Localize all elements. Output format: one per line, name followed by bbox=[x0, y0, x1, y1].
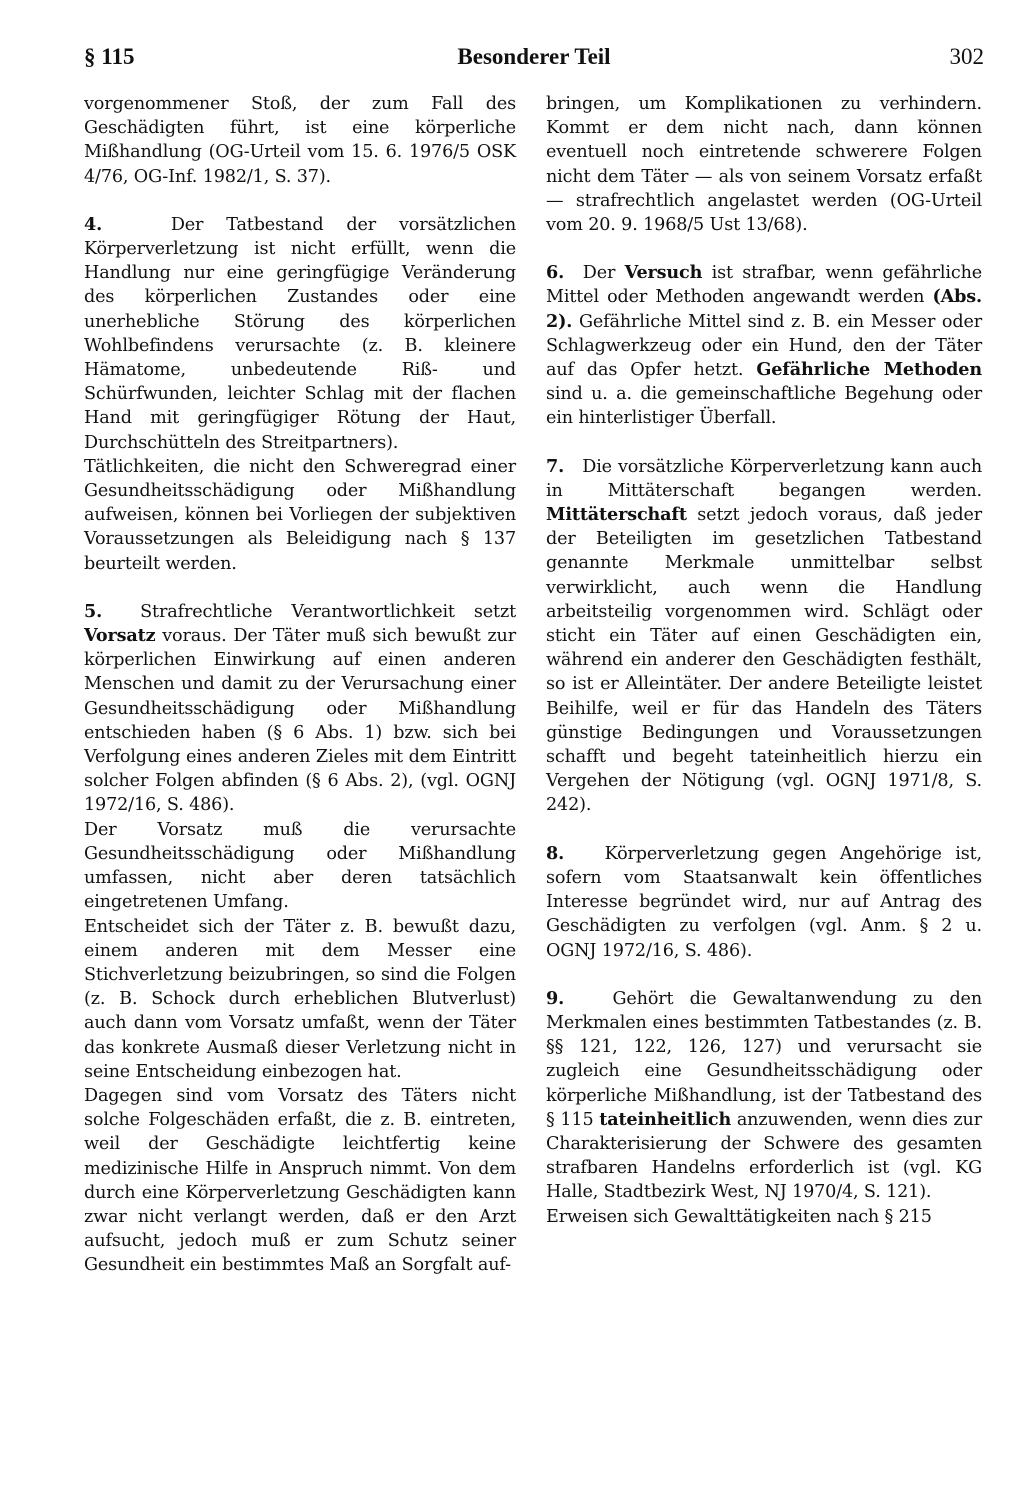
emphasis-term: (Abs. 2). bbox=[546, 286, 982, 332]
paragraph-text: Der Tatbestand der vorsätzlichen Körperverletzung ist nicht erfüllt, wenn die Handlung nur eine geringfügige Veränderung des körperlichen Zustandes oder eine unerhebliche Störung des körperlichen Wohlbefindens verursachte (z. B. kleinere Hämatome, unbedeutende Riß- und Schürfwunden, leichter Schlag mit der flachen Hand mit geringfügiger Rötung der Haut, Durchschütteln des Streitpartners). bbox=[84, 214, 516, 453]
emphasis-term: Mittäterschaft bbox=[546, 504, 687, 526]
paragraph-5-continued: Der Vorsatz muß die verursachte Gesundheitsschädigung oder Mißhandlung umfassen, nicht aber deren tatsächlich eingetretenen Umfang. bbox=[84, 819, 516, 913]
paragraph-text: Die vorsätzliche Körperverletzung kann auch in Mittäterschaft begangen werden. bbox=[546, 456, 983, 501]
running-title: Besonderer Teil bbox=[457, 44, 611, 69]
paragraph-text: Körperverletzung gegen Angehörige ist, sofern vom Staatsanwalt kein öffentliches Interesse begründet wird, nur auf Antrag des Geschädigten zu verfolgen (vgl. Anm. § 2 u. OGNJ 1972/16, S. 486). bbox=[546, 843, 982, 961]
paragraph-9 bbox=[546, 987, 982, 1205]
paragraph-5-contrast: Dagegen sind vom Vorsatz des Täters nicht solche Folgeschäden erfaßt, die z. B. eintreten, weil der Geschädigte leichtfertig keine medizinische Hilfe in Anspruch nimmt. Von dem durch eine Körperverletzung Geschädigten kann zwar nicht verlangt werden, daß er den Arzt aufsucht, jedoch muß er zum Schutz seiner Gesundheit ein bestimmtes Maß an Sorgfalt auf- bbox=[84, 1085, 516, 1276]
paragraph-6 bbox=[546, 261, 982, 430]
left-column bbox=[84, 92, 516, 1278]
paragraph-text: sind u. a. die gemeinschaftliche Begehung oder ein hinterlistiger Überfall. bbox=[546, 384, 982, 429]
paragraph-4 bbox=[84, 213, 516, 455]
paragraph-7 bbox=[546, 455, 982, 818]
paragraph-number: 5. bbox=[84, 600, 103, 622]
page-number: 302 bbox=[949, 44, 984, 69]
paragraph-5 bbox=[84, 600, 516, 818]
right-column bbox=[546, 92, 982, 1229]
paragraph-text: Strafrechtliche Verantwortlichkeit setzt bbox=[140, 601, 516, 622]
paragraph-8 bbox=[546, 842, 982, 963]
emphasis-term: Versuch bbox=[624, 262, 703, 284]
paragraph-number: 9. bbox=[546, 987, 565, 1009]
paragraph-5-example: Entscheidet sich der Täter z. B. bewußt dazu, einem anderen mit dem Messer eine Stichverletzung beizubringen, so sind die Folgen (z. B. Schock durch erheblichen Blutverlust) auch dann vom Vorsatz umfaßt, wenn der Täter das konkrete Ausmaß dieser Verletzung nicht in seine Entscheidung einbezogen hat. bbox=[84, 916, 516, 1082]
paragraph-text: Gefährliche Mittel sind z. B. ein Messer oder Schlagwerkzeug oder ein Hund, den der Täter auf das Opfer hetzt. bbox=[546, 311, 982, 381]
paragraph-text: anzuwenden, wenn dies zur Charakterisierung der Schwere des gesamten strafbaren Handelns erforderlich ist (vgl. KG Halle, Stadtbezirk West, NJ 1970/4, S. 121). bbox=[546, 1109, 982, 1203]
paragraph-continuation: bringen, um Komplikationen zu verhindern. Kommt er dem nicht nach, dann können eventuell noch eintretende schwerere Folgen nicht dem Täter — als von seinem Vorsatz erfaßt — strafrechtlich angelastet werden (OG-Urteil vom 20. 9. 1968/5 Ust 13/68). bbox=[546, 94, 982, 236]
paragraph-continuation: vorgenommener Stoß, der zum Fall des Geschädigten führt, ist eine körperliche Mißhandlung (OG-Urteil vom 15. 6. 1976/5 OSK 4/76, OG-Inf. 1982/1, S. 37). bbox=[84, 94, 516, 187]
paragraph-number: 4. bbox=[84, 213, 103, 235]
paragraph-4-continued: Tätlichkeiten, die nicht den Schweregrad einer Gesundheitsschädigung oder Mißhandlung aufweisen, können bei Vorliegen der subjektiven Voraussetzungen als Beleidigung nach § 137 beurteilt werden. bbox=[84, 456, 516, 574]
paragraph-text: setzt jedoch voraus, daß jeder der Beteiligten im gesetzlichen Tatbestand genannte Merkmale unmittelbar selbst verwirklicht, auch wenn die Handlung arbeitsteilig vorgenommen wird. Schlägt oder sticht ein Täter auf einen Geschädigten ein, während ein anderer den Geschädigten festhält, so ist er Alleintäter. Der andere Beteiligte leistet Beihilfe, weil er für das Handeln des Täters günstige Bedingungen und Voraussetzungen schafft und begeht tateinheitlich hierzu ein Vergehen der Nötigung (vgl. OGNJ 1971/8, S. 242). bbox=[546, 505, 982, 816]
page-header bbox=[84, 44, 984, 78]
section-reference: § 115 bbox=[84, 44, 135, 69]
paragraph-number: 8. bbox=[546, 842, 565, 864]
paragraph-number: 6. bbox=[546, 262, 565, 284]
emphasis-term: tateinheitlich bbox=[599, 1108, 732, 1130]
paragraph-text: Der bbox=[582, 263, 625, 284]
paragraph-text: Gehört die Gewaltanwendung zu den Merkmalen eines bestimmten Tatbestandes (z. B. §§ 121, 122, 126, 127) und verursacht sie zugleich eine Gesundheitsschädigung oder körperliche Mißhandlung, ist der Tatbestand des § 115 bbox=[546, 988, 982, 1130]
paragraph-text: voraus. Der Täter muß sich bewußt zur körperlichen Einwirkung auf einen anderen Menschen und damit zu der Verursachung einer Gesundheitsschädigung oder Mißhandlung entschieden haben (§ 6 Abs. 1) bzw. sich bei Verfolgung eines anderen Zieles mit dem Eintritt solcher Folgen abfinden (§ 6 Abs. 2), (vgl. OGNJ 1972/16, S. 486). bbox=[84, 626, 516, 816]
paragraph-number: 7. bbox=[546, 455, 565, 477]
emphasis-term: Vorsatz bbox=[84, 625, 156, 647]
emphasis-term: Gefährliche Methoden bbox=[756, 359, 982, 381]
paragraph-text: ist strafbar, wenn gefährliche Mittel oder Methoden angewandt werden bbox=[546, 263, 983, 308]
paragraph-9-continued: Erweisen sich Gewalttätigkeiten nach § 215 bbox=[546, 1206, 932, 1227]
